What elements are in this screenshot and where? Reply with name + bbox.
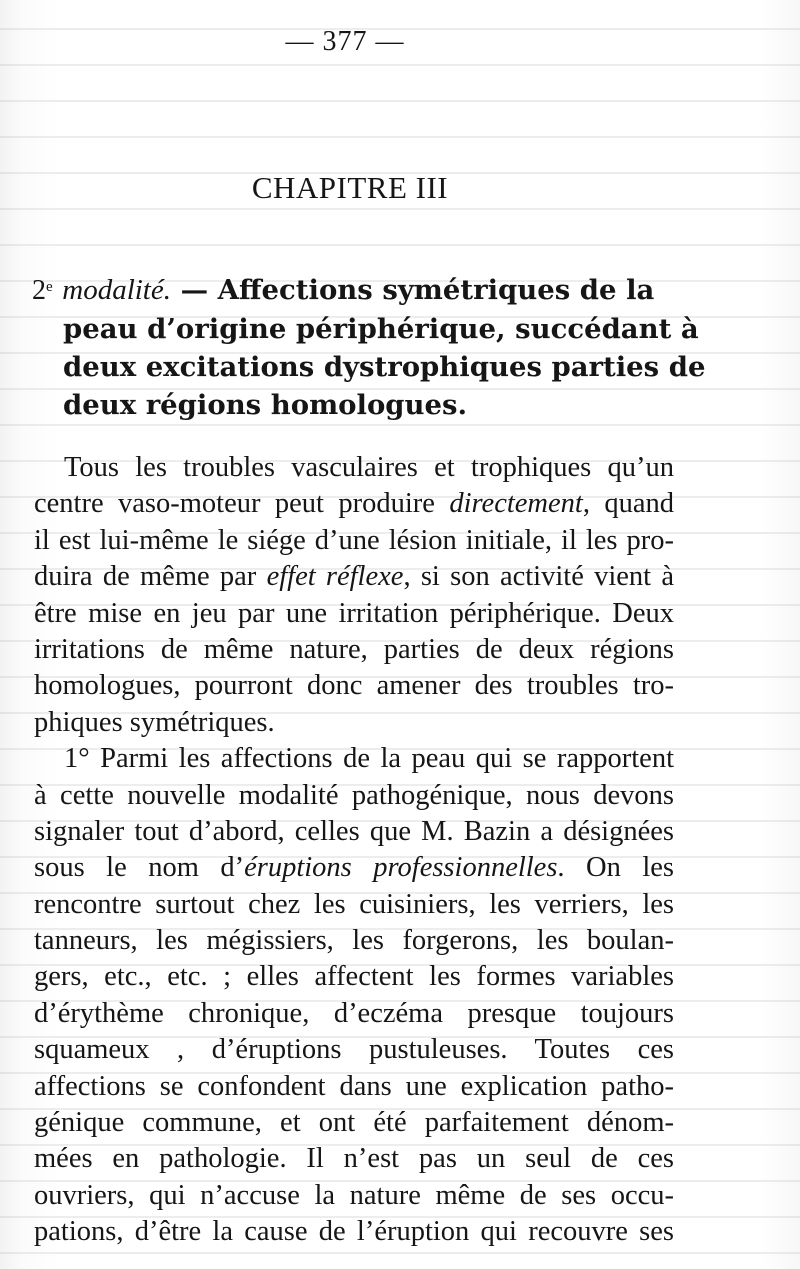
text-run: sous le nom d’	[34, 852, 245, 884]
paragraph-1-line: être mise en jeu par une irritation périphérique. Deux	[34, 597, 674, 629]
paragraph-2-line: tanneurs, les mégissiers, les forgerons, les boulan-	[34, 925, 674, 957]
paragraph-2-line: mées en pathologie. Il n’est pas un seul de ces	[34, 1143, 674, 1175]
paragraph-1-line: phiques symétriques.	[34, 706, 275, 738]
italic-term: éruptions professionnelles	[244, 852, 558, 884]
paragraph-2-line: rencontre surtout chez les cuisiniers, les verriers, les	[34, 888, 674, 920]
paragraph-2-line: gers, etc., etc. ; elles affectent les formes variables	[34, 961, 674, 993]
paragraph-2-line: d’érythème chronique, d’eczéma presque toujours	[34, 997, 674, 1029]
heading-text-1: — Affections symétriques de la	[180, 274, 655, 306]
paragraph-2-line: 1° Parmi les affections de la peau qui se rapportent	[64, 743, 674, 775]
heading-line-4: deux régions homologues.	[63, 389, 468, 421]
paragraph-2-line: à cette nouvelle modalité pathogénique, nous devons	[34, 779, 674, 811]
paragraph-2-line: affections se confondent dans une explication patho-	[34, 1070, 674, 1102]
paragraph-1-line: homologues, pourront donc amener des troubles tro-	[34, 670, 674, 702]
paragraph-2-line: ouvriers, qui n’accuse la nature même de ses occu-	[34, 1179, 674, 1211]
heading-line-2: peau d’origine périphérique, succédant à	[63, 313, 699, 345]
page-number: — 377 —	[285, 26, 405, 57]
heading-number: 2	[32, 275, 46, 306]
text-run: , si son activité vient à	[403, 561, 675, 593]
paragraph-1-line	[34, 559, 674, 595]
heading-term: modalité.	[62, 274, 171, 306]
paragraph-2-line: squameux , d’éruptions pustuleuses. Toutes ces	[34, 1034, 674, 1066]
italic-term: effet réflexe	[266, 561, 404, 593]
paragraph-1-line	[34, 486, 674, 522]
paragraph-1-line: il est lui-même le siége d’une lésion initiale, il les pro-	[34, 524, 674, 556]
paragraph-2-line: pations, d’être la cause de l’éruption qui recouvre ses	[34, 1216, 674, 1248]
chapter-title: CHAPITRE III	[251, 170, 449, 205]
text-run: duira de même par	[34, 561, 257, 593]
heading-line-1	[32, 268, 672, 310]
paragraph-1-line: Tous les troubles vasculaires et trophiques qu’un	[64, 452, 674, 483]
paragraph-1-line: irritations de même nature, parties de deux régions	[34, 633, 674, 665]
section-heading	[32, 268, 706, 424]
italic-term: directement	[449, 488, 583, 520]
text-run: centre vaso-moteur peut produire	[34, 488, 435, 520]
text-run: , quand	[582, 488, 674, 520]
paragraph-2-line: génique commune, et ont été parfaitement dénom-	[34, 1107, 674, 1139]
text-run: . On les	[557, 852, 674, 884]
heading-number-sup: e	[46, 279, 53, 295]
paragraph-2-line: signaler tout d’abord, celles que M. Bazin a désignées	[34, 815, 674, 847]
body-text	[34, 450, 674, 1251]
heading-line-3: deux excitations dystrophiques parties de	[63, 351, 706, 383]
paragraph-2-line	[34, 850, 674, 886]
